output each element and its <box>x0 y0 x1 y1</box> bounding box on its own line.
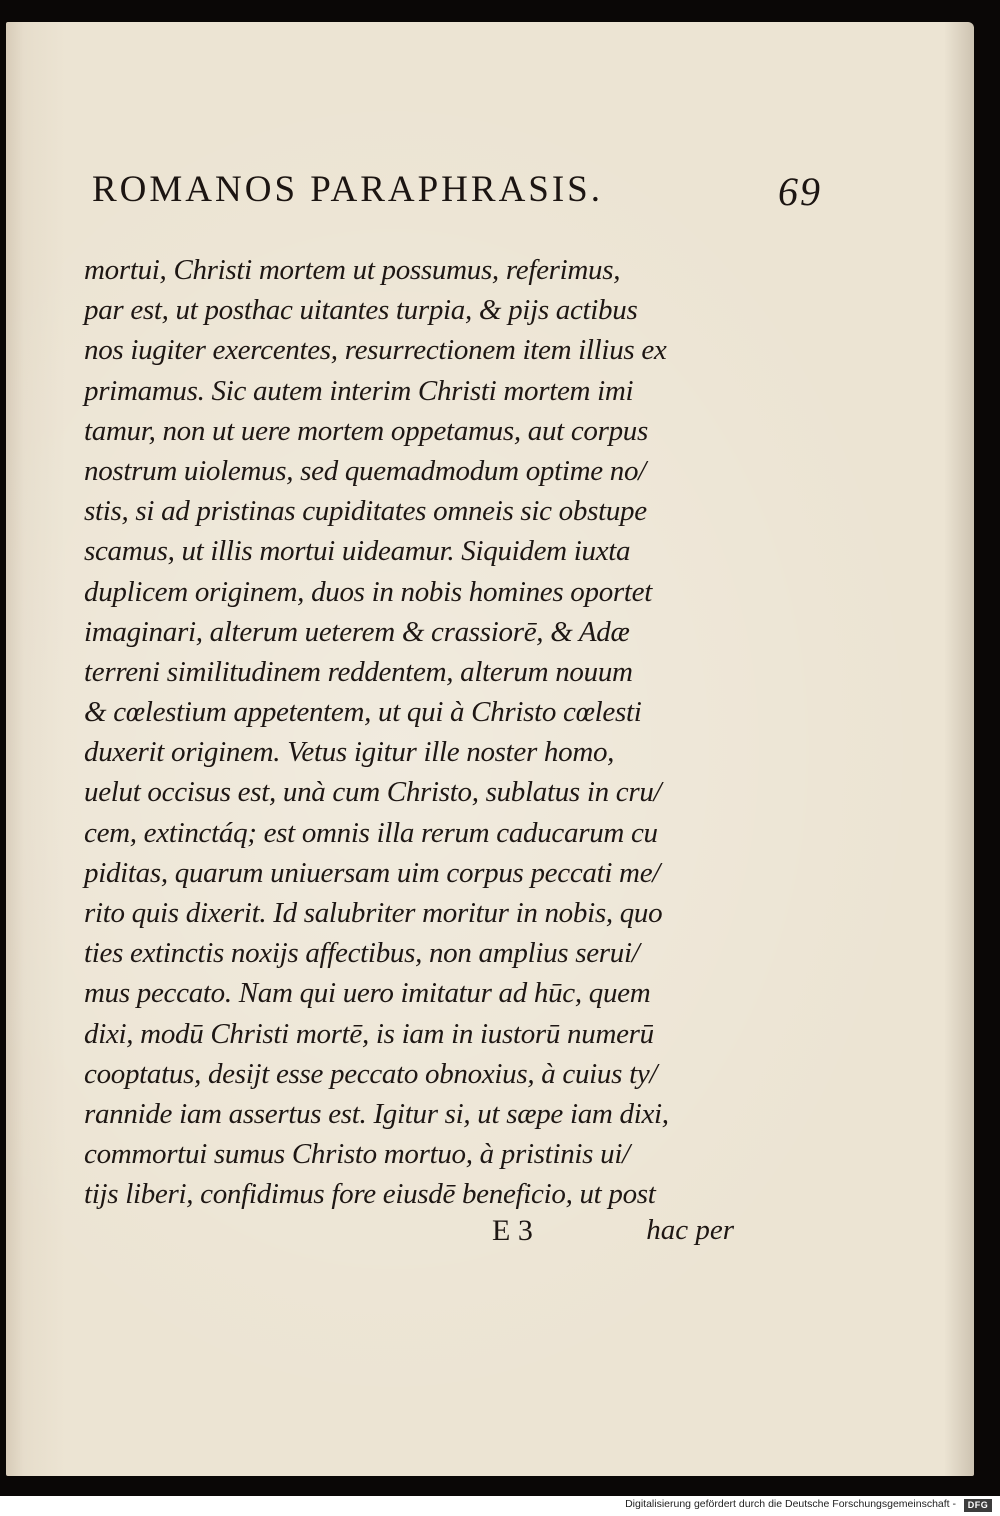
funding-credit: Digitalisierung gefördert durch die Deutsche Forschungsgemeinschaft - <box>625 1498 956 1510</box>
text-line: rannide iam assertus est. Igitur si, ut sæpe iam dixi, <box>84 1097 669 1130</box>
text-line: duplicem originem, duos in nobis homines oportet <box>84 575 652 608</box>
signature-mark: E 3 <box>492 1214 533 1247</box>
text-line: dixi, modū Christi mortē, is iam in iustorū numerū <box>84 1017 654 1050</box>
text-line: mortui, Christi mortem ut possumus, referimus, <box>84 254 621 286</box>
page-footer <box>84 1214 744 1258</box>
text-line: stis, si ad pristinas cupiditates omneis sic obstupe <box>84 495 647 528</box>
text-line: rito quis dixerit. Id salubriter moritur in nobis, quo <box>84 897 663 929</box>
running-head <box>92 168 832 238</box>
text-line: scamus, ut illis mortui uideamur. Siquidem iuxta <box>84 535 631 568</box>
page-number: 69 <box>778 169 822 214</box>
text-line: tijs liberi, confidimus fore eiusdē beneficio, ut post <box>84 1178 656 1211</box>
text-line: ties extinctis noxijs affectibus, non amplius serui/ <box>84 937 640 970</box>
book-page <box>6 22 974 1476</box>
text-line: tamur, non ut uere mortem oppetamus, aut corpus <box>84 414 648 447</box>
text-line: nos iugiter exercentes, resurrectionem item illius ex <box>84 334 667 367</box>
text-line: duxerit originem. Vetus igitur ille noster homo, <box>84 736 615 769</box>
text-line: mus peccato. Nam qui uero imitatur ad hūc, quem <box>84 977 651 1010</box>
text-line: nostrum uiolemus, sed quemadmodum optime no/ <box>84 454 646 487</box>
text-line: cooptatus, desijt esse peccato obnoxius, à cuius ty/ <box>84 1057 658 1090</box>
dfg-logo: DFG <box>964 1499 992 1512</box>
text-line: piditas, quarum uniuersam uim corpus peccati me/ <box>84 856 661 889</box>
text-line: cem, extinctáq; est omnis illa rerum caducarum cu <box>84 816 658 849</box>
text-line: commortui sumus Christo mortuo, à pristinis ui/ <box>84 1138 630 1171</box>
text-line: & cœlestium appetentem, ut qui à Christo cœlesti <box>84 696 642 729</box>
text-line: imaginari, alterum ueterem & crassiorē, & Adæ <box>84 615 630 648</box>
text-line: primamus. Sic autem interim Christi mortem imi <box>84 374 634 407</box>
credit-bar <box>0 1496 1000 1516</box>
catchword: hac per <box>646 1214 734 1246</box>
text-line: terreni similitudinem reddentem, alterum nouum <box>84 655 633 688</box>
text-block <box>84 250 744 1215</box>
text-line: par est, ut posthac uitantes turpia, & pijs actibus <box>84 294 638 327</box>
text-line: uelut occisus est, unà cum Christo, sublatus in cru/ <box>84 776 662 809</box>
running-title: ROMANOS PARAPHRASIS. <box>92 169 604 210</box>
